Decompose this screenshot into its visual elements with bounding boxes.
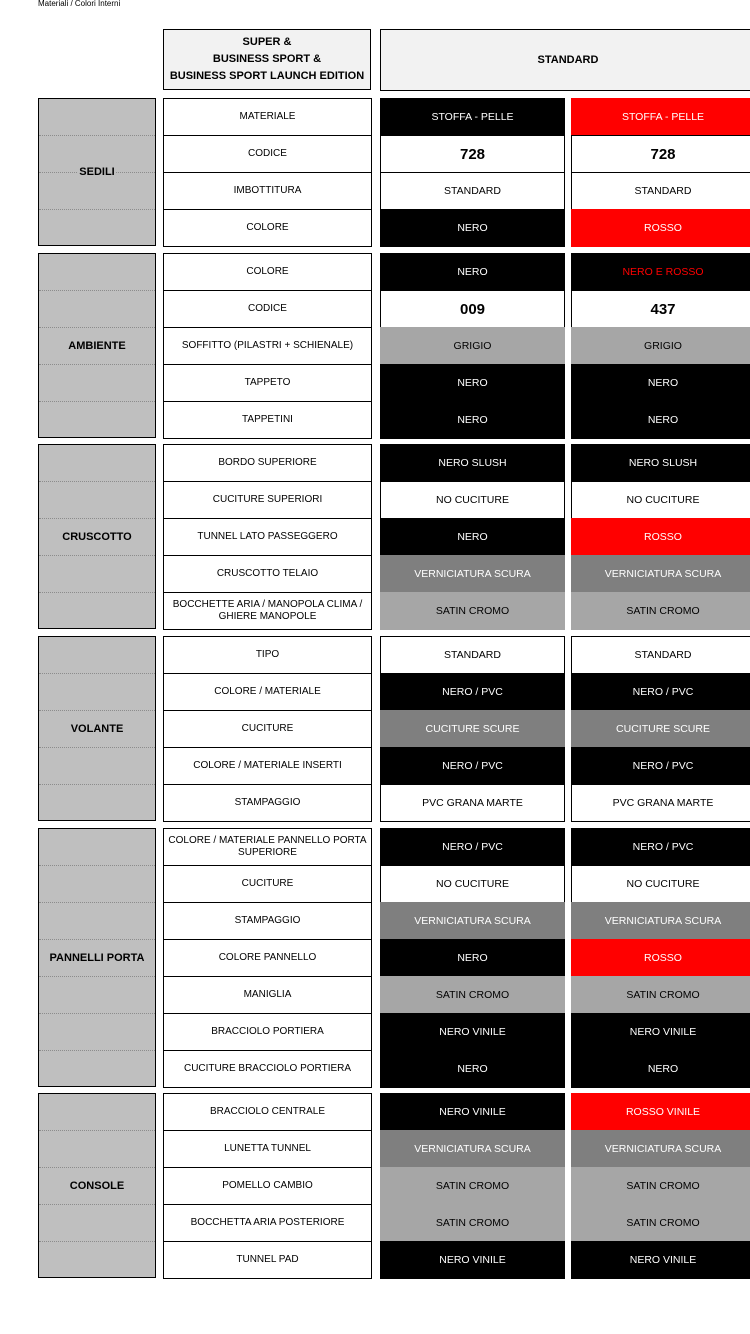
cell-standard: NERO / PVC [571, 673, 750, 711]
row-label: BRACCIOLO PORTIERA [163, 1013, 372, 1051]
row-divider [39, 555, 155, 556]
cell-standard: CUCITURE SCURE [571, 710, 750, 748]
row-label: BRACCIOLO CENTRALE [163, 1093, 372, 1131]
cell-super-business: NERO / PVC [380, 828, 565, 866]
cell-super-business: NERO [380, 253, 565, 291]
section-name: CONSOLE [69, 1179, 125, 1192]
cell-standard: 437 [571, 290, 750, 328]
section-header [38, 444, 156, 629]
row-label: STAMPAGGIO [163, 784, 372, 822]
cell-super-business: NERO [380, 401, 565, 439]
row-label: SOFFITTO (PILASTRI + SCHIENALE) [163, 327, 372, 365]
cell-super-business: STANDARD [380, 636, 565, 674]
cell-standard: STANDARD [571, 636, 750, 674]
cell-standard: NERO [571, 401, 750, 439]
cell-super-business: STOFFA - PELLE [380, 98, 565, 136]
row-label: TAPPETO [163, 364, 372, 402]
row-label: COLORE / MATERIALE PANNELLO PORTA SUPERIORE [163, 828, 372, 866]
row-divider [39, 710, 155, 711]
header-line: SUPER & [242, 36, 292, 48]
row-divider [39, 1130, 155, 1131]
row-divider [39, 1204, 155, 1205]
cell-super-business: PVC GRANA MARTE [380, 784, 565, 822]
row-divider [39, 902, 155, 903]
row-divider [39, 673, 155, 674]
cell-super-business: NERO VINILE [380, 1013, 565, 1051]
cell-super-business: NERO / PVC [380, 747, 565, 785]
section-name: PANNELLI PORTA [49, 951, 145, 964]
cell-standard: NERO [571, 364, 750, 402]
header-trim-super-business [163, 29, 371, 90]
cell-super-business: 009 [380, 290, 565, 328]
row-label: BORDO SUPERIORE [163, 444, 372, 482]
section-header [38, 98, 156, 246]
cell-standard: STOFFA - PELLE [571, 98, 750, 136]
cell-standard: 728 [571, 135, 750, 173]
row-label: CUCITURE SUPERIORI [163, 481, 372, 519]
row-divider [39, 518, 155, 519]
cell-super-business: NO CUCITURE [380, 865, 565, 903]
row-label: CUCITURE [163, 865, 372, 903]
row-divider [39, 290, 155, 291]
cell-super-business: CUCITURE SCURE [380, 710, 565, 748]
row-label: BOCCHETTE ARIA / MANOPOLA CLIMA / GHIERE MANOPOLE [163, 592, 372, 630]
row-divider [39, 784, 155, 785]
row-divider [39, 865, 155, 866]
cell-super-business: NERO [380, 518, 565, 556]
cell-super-business: NERO / PVC [380, 673, 565, 711]
cell-standard: NERO / PVC [571, 747, 750, 785]
row-label: MATERIALE [163, 98, 372, 136]
row-label: CUCITURE [163, 710, 372, 748]
section-name: VOLANTE [70, 722, 124, 735]
row-label: BOCCHETTA ARIA POSTERIORE [163, 1204, 372, 1242]
cell-super-business: 728 [380, 135, 565, 173]
cell-super-business: VERNICIATURA SCURA [380, 1130, 565, 1168]
row-divider [39, 209, 155, 210]
breadcrumb: Materiali / Colori Interni [38, 0, 121, 8]
header-line: BUSINESS SPORT LAUNCH EDITION [169, 70, 365, 82]
row-label: LUNETTA TUNNEL [163, 1130, 372, 1168]
row-divider [39, 401, 155, 402]
cell-super-business: STANDARD [380, 172, 565, 210]
cell-super-business: SATIN CROMO [380, 976, 565, 1014]
cell-super-business: SATIN CROMO [380, 1204, 565, 1242]
row-divider [39, 327, 155, 328]
row-label: IMBOTTITURA [163, 172, 372, 210]
row-label: COLORE [163, 209, 372, 247]
row-label: TIPO [163, 636, 372, 674]
cell-standard: ROSSO VINILE [571, 1093, 750, 1131]
cell-standard: NERO [571, 1050, 750, 1088]
row-divider [39, 939, 155, 940]
cell-standard: ROSSO [571, 209, 750, 247]
cell-super-business: NERO [380, 939, 565, 977]
cell-standard: ROSSO [571, 939, 750, 977]
section-header [38, 253, 156, 438]
cell-standard: NERO / PVC [571, 828, 750, 866]
cell-standard: NERO SLUSH [571, 444, 750, 482]
section-header [38, 828, 156, 1087]
cell-standard: NO CUCITURE [571, 481, 750, 519]
cell-super-business: NERO [380, 364, 565, 402]
row-label: COLORE [163, 253, 372, 291]
cell-standard: NERO E ROSSO [571, 253, 750, 291]
row-label: MANIGLIA [163, 976, 372, 1014]
section-name: CRUSCOTTO [62, 530, 132, 543]
cell-standard: NERO VINILE [571, 1241, 750, 1279]
row-divider [39, 976, 155, 977]
section-header [38, 636, 156, 821]
row-label: STAMPAGGIO [163, 902, 372, 940]
cell-standard: SATIN CROMO [571, 976, 750, 1014]
cell-super-business: NO CUCITURE [380, 481, 565, 519]
cell-standard: ROSSO [571, 518, 750, 556]
row-label: COLORE / MATERIALE [163, 673, 372, 711]
row-label: COLORE / MATERIALE INSERTI [163, 747, 372, 785]
section-header [38, 1093, 156, 1278]
row-divider [39, 592, 155, 593]
cell-standard: VERNICIATURA SCURA [571, 1130, 750, 1168]
header-trim-standard: STANDARD [380, 29, 750, 91]
cell-standard: SATIN CROMO [571, 592, 750, 630]
row-label: CUCITURE BRACCIOLO PORTIERA [163, 1050, 372, 1088]
header-line: BUSINESS SPORT & [212, 53, 322, 65]
row-label: COLORE PANNELLO [163, 939, 372, 977]
row-label: POMELLO CAMBIO [163, 1167, 372, 1205]
cell-standard: GRIGIO [571, 327, 750, 365]
cell-super-business: NERO VINILE [380, 1093, 565, 1131]
cell-super-business: NERO [380, 209, 565, 247]
row-label: TUNNEL LATO PASSEGGERO [163, 518, 372, 556]
row-label: TAPPETINI [163, 401, 372, 439]
row-label: CODICE [163, 290, 372, 328]
row-divider [39, 1167, 155, 1168]
section-name: AMBIENTE [68, 339, 126, 352]
cell-standard: SATIN CROMO [571, 1204, 750, 1242]
section-name: SEDILI [79, 166, 115, 178]
cell-standard: VERNICIATURA SCURA [571, 902, 750, 940]
cell-super-business: VERNICIATURA SCURA [380, 555, 565, 593]
row-divider [39, 747, 155, 748]
cell-super-business: SATIN CROMO [380, 592, 565, 630]
cell-super-business: NERO SLUSH [380, 444, 565, 482]
cell-standard: STANDARD [571, 172, 750, 210]
cell-standard: VERNICIATURA SCURA [571, 555, 750, 593]
row-divider [39, 1050, 155, 1051]
row-label: CRUSCOTTO TELAIO [163, 555, 372, 593]
cell-super-business: NERO VINILE [380, 1241, 565, 1279]
cell-super-business: SATIN CROMO [380, 1167, 565, 1205]
cell-super-business: VERNICIATURA SCURA [380, 902, 565, 940]
row-label: CODICE [163, 135, 372, 173]
row-divider [39, 481, 155, 482]
cell-super-business: NERO [380, 1050, 565, 1088]
row-divider [39, 364, 155, 365]
cell-standard: NO CUCITURE [571, 865, 750, 903]
row-divider [39, 1241, 155, 1242]
row-label: TUNNEL PAD [163, 1241, 372, 1279]
row-divider [39, 135, 155, 136]
cell-standard: SATIN CROMO [571, 1167, 750, 1205]
cell-standard: NERO VINILE [571, 1013, 750, 1051]
row-divider [39, 1013, 155, 1014]
cell-standard: PVC GRANA MARTE [571, 784, 750, 822]
cell-super-business: GRIGIO [380, 327, 565, 365]
